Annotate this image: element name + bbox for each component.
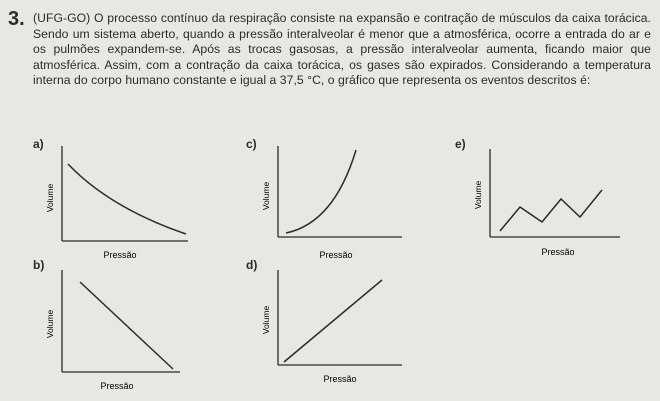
option-d-label: d) xyxy=(246,258,258,272)
y-axis-label: Volume xyxy=(261,181,271,211)
option-c-label: c) xyxy=(246,137,257,151)
option-c-graph xyxy=(256,138,406,263)
curve-line xyxy=(500,190,602,231)
x-axis-label: Pressão xyxy=(103,250,137,260)
x-axis-label: Pressão xyxy=(323,374,357,384)
option-b-graph xyxy=(40,262,190,394)
curve-line xyxy=(68,164,186,234)
x-axis-label: Pressão xyxy=(319,250,353,260)
y-axis-label: Volume xyxy=(45,309,55,339)
question-number: 3. xyxy=(8,8,25,30)
question-statement: (UFG-GO) O processo contínuo da respiração consiste na expansão e contração de músculos da caixa torácica. Sendo um sistema aberto, quando a pressão interalveolar é menor que a atmosférica, ocorre a entrada do ar e os pulmões expandem-se. Após as trocas gasosas, a pressão interalveolar aumenta, ficando maior que atmosférica. Assim, com a contração da caixa torácica, os gases são expirados. Considerando a temperatura interna do corpo humano constante e igual a 37,5 °C, o gráfico que representa os eventos descritos é: xyxy=(33,11,651,88)
option-a-label: a) xyxy=(33,137,44,151)
option-b-label: b) xyxy=(33,258,45,272)
option-d-graph xyxy=(256,262,406,387)
y-axis-label: Volume xyxy=(45,183,55,213)
curve-line xyxy=(80,282,173,369)
x-axis-label: Pressão xyxy=(541,247,575,257)
y-axis-label: Volume xyxy=(473,180,483,210)
option-a-graph xyxy=(40,138,190,263)
curve-line xyxy=(286,150,356,233)
option-e-label: e) xyxy=(455,137,466,151)
option-e-graph xyxy=(470,145,630,265)
x-axis-label: Pressão xyxy=(100,381,134,391)
curve-line xyxy=(284,280,382,362)
y-axis-label: Volume xyxy=(261,305,271,335)
